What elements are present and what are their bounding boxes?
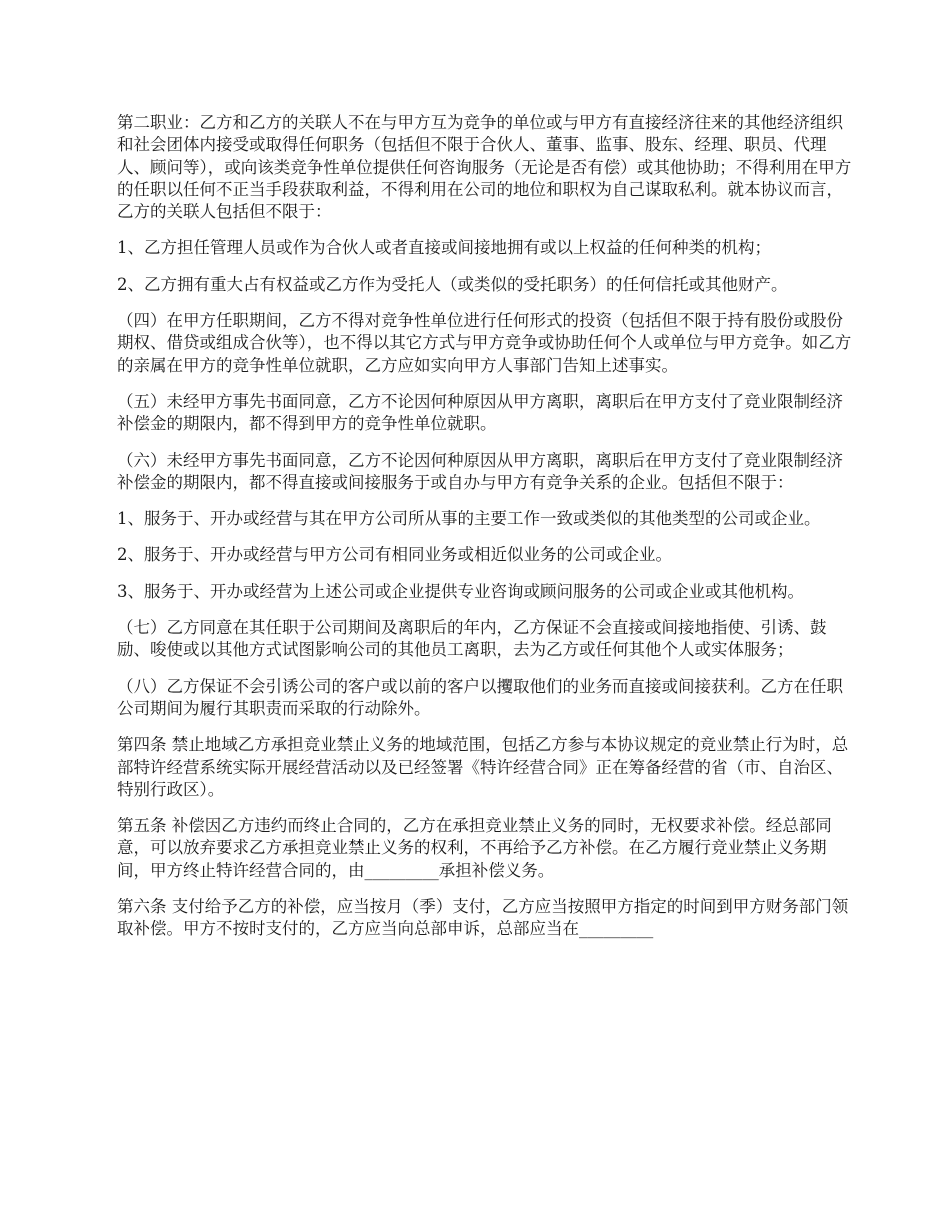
- document-page: [117, 112, 852, 955]
- paragraph-clause-4: （四）在甲方任职期间，乙方不得对竞争性单位进行任何形式的投资（包括但不限于持有股份或股份期权、借贷或组成合伙等），也不得以其它方式与甲方竞争或协助任何个人或单位与甲方竞争。如乙方的亲属在甲方的竞争性单位就职，乙方应如实向甲方人事部门告知上述事实。: [117, 311, 852, 375]
- paragraph-clause-5: （五）未经甲方事先书面同意，乙方不论因何种原因从甲方离职，离职后在甲方支付了竞业限制经济补偿金的期限内，都不得到甲方的竞争性单位就职。: [117, 391, 843, 434]
- paragraph-service-item-1: 1、服务于、开办或经营与其在甲方公司所从事的主要工作一致或类似的其他类型的公司或企业。: [117, 509, 821, 529]
- paragraph-second-occupation: 第二职业：乙方和乙方的关联人不在与甲方互为竞争的单位或与甲方有直接经济往来的其他经济组织和社会团体内接受或取得任何职务（包括但不限于合伙人、董事、监事、股东、经理、职员、代理人、顾问等），或向该类竞争性单位提供任何咨询服务（无论是否有偿）或其他协助；不得利用在甲方的任职以任何不正当手段获取利益，不得利用在公司的地位和职权为自己谋取私利。就本协议而言，乙方的关联人包括但不限于：: [117, 113, 852, 222]
- paragraph-service-item-3: 3、服务于、开办或经营为上述公司或企业提供专业咨询或顾问服务的公司或企业或其他机构。: [117, 581, 804, 601]
- paragraph-clause-8: （八）乙方保证不会引诱公司的客户或以前的客户以攫取他们的业务而直接或间接获利。乙方在任职公司期间为履行其职责而采取的行动除外。: [117, 676, 843, 718]
- paragraph-related-item-2: 2、乙方拥有重大占有权益或乙方作为受托人（或类似的受托职务）的任何信托或其他财产。: [117, 274, 788, 294]
- paragraph-article-6: 第六条 支付给予乙方的补偿，应当按月（季）支付，乙方应当按照甲方指定的时间到甲方财务部门领取补偿。甲方不按时支付的，乙方应当向总部申诉，总部应当在_________: [117, 897, 849, 939]
- paragraph-clause-7: （七）乙方同意在其任职于公司期间及离职后的年内，乙方保证不会直接或间接地指使、引诱、鼓励、唆使或以其他方式试图影响公司的其他员工离职，去为乙方或任何其他个人或实体服务；: [117, 618, 827, 660]
- paragraph-article-4: 第四条 禁止地域乙方承担竞业禁止义务的地域范围，包括乙方参与本协议规定的竞业禁止行为时，总部特许经营系统实际开展经营活动以及已经签署《特许经营合同》正在筹备经营的省（市、自治区、特别行政区）。: [117, 735, 849, 799]
- paragraph-service-item-2: 2、服务于、开办或经营与甲方公司有相同业务或相近似业务的公司或企业。: [117, 545, 672, 565]
- paragraph-related-item-1: 1、乙方担任管理人员或作为合伙人或者直接或间接地拥有或以上权益的任何种类的机构；: [117, 238, 771, 258]
- paragraph-clause-6: （六）未经甲方事先书面同意，乙方不论因何种原因从甲方离职，离职后在甲方支付了竞业限制经济补偿金的期限内，都不得直接或间接服务于或自办与甲方有竞争关系的企业。包括但不限于：: [117, 450, 843, 492]
- paragraph-article-5: 第五条 补偿因乙方违约而终止合同的，乙方在承担竞业禁止义务的同时，无权要求补偿。经总部同意，可以放弃要求乙方承担竞业禁止义务的权利，不再给予乙方补偿。在乙方履行竞业禁止义务期间，甲方终止特许经营合同的，由_________承担补偿义务。: [117, 816, 832, 880]
